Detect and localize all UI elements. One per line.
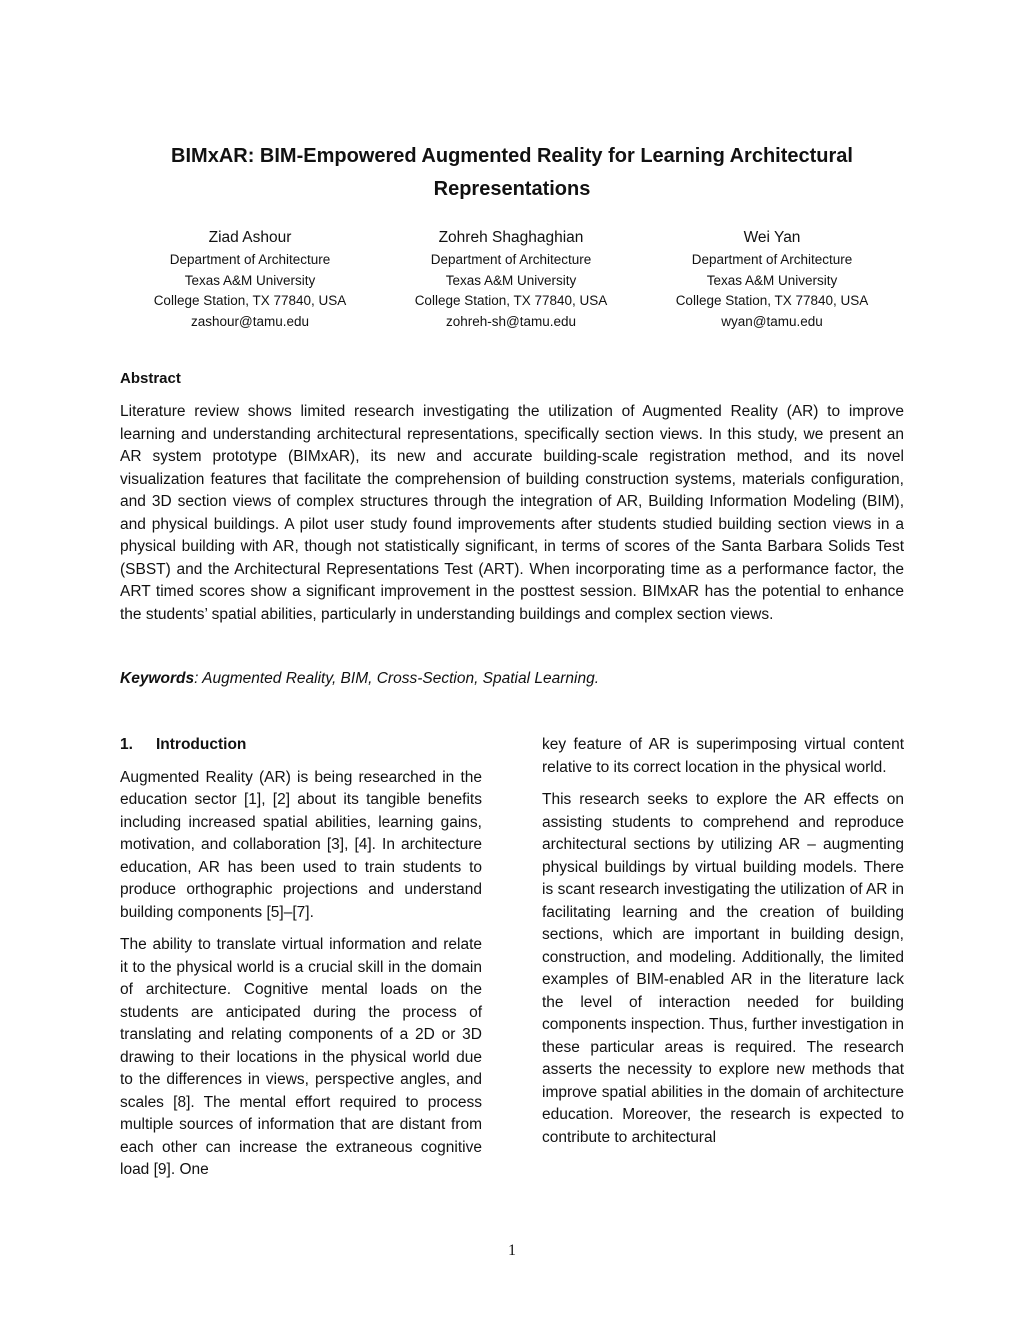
author-university: Texas A&M University xyxy=(184,272,316,288)
author-email: zashour@tamu.edu xyxy=(190,313,310,329)
author-department: Department of Architecture xyxy=(169,252,331,267)
author-email: wyan@tamu.edu xyxy=(721,313,823,329)
author-name: Ziad Ashour xyxy=(208,229,292,246)
author-university: Texas A&M University xyxy=(445,272,577,288)
left-column xyxy=(120,734,482,1192)
right-column xyxy=(542,734,904,1159)
author-address: College Station, TX 77840, USA xyxy=(675,293,869,308)
paragraph: The ability to translate virtual information and relate it to the physical world is a crucial skill in the domain of architecture. Cognitive mental loads on the students are anticipated during the process of translating and relating components of a 2D or 3D drawing to their locations in the physical world due to the differences in views, perspective angles, and scales [8]. The mental effort required to process multiple sources of information that are distant from each other can increase the extraneous cognitive load [9]. One xyxy=(120,936,482,1178)
author-university: Texas A&M University xyxy=(706,272,838,288)
paragraph: Augmented Reality (AR) is being researched in the education sector [1], [2] about its tangible benefits including increased spatial abilities, learning gains, motivation, and collaboration [3], [4]. In architecture education, AR has been used to train students to produce orthographic projections and understand building components [5]–[7]. xyxy=(120,768,482,921)
author-name: Wei Yan xyxy=(743,229,801,246)
paragraph: This research seeks to explore the AR effects on assisting students to comprehend and reproduce architectural sections by utilizing AR – augmenting physical buildings by virtual building models. There is scant research investigating the utilization of AR in facilitating learning and the creation of building sections, which are important in building design, construction, and modeling. Additionally, the limited examples of BIM-enabled AR in the literature lack the level of interaction needed for building components inspection. Thus, further investigation in these particular areas is required. The research asserts the necessity to explore new methods that improve spatial abilities in the domain of architecture education. Moreover, the research is expected to contribute to architectural xyxy=(542,791,904,1146)
author-department: Department of Architecture xyxy=(691,252,853,267)
author-block xyxy=(381,226,641,332)
author-block xyxy=(120,226,380,332)
abstract-heading: Abstract xyxy=(120,370,181,387)
author-address: College Station, TX 77840, USA xyxy=(414,293,608,308)
paragraph: key feature of AR is superimposing virtual content relative to its correct location in the physical world. xyxy=(542,736,904,776)
author-email: zohreh-sh@tamu.edu xyxy=(445,313,577,329)
page-number: 1 xyxy=(508,1242,516,1259)
author-name: Zohreh Shaghaghian xyxy=(438,229,584,246)
keywords-line xyxy=(120,668,904,691)
author-department: Department of Architecture xyxy=(430,252,592,267)
paper-title: BIMxAR: BIM-Empowered Augmented Reality for Learning Architectural Representations xyxy=(171,145,853,200)
keywords-text: : Augmented Reality, BIM, Cross-Section, Spatial Learning. xyxy=(194,670,600,687)
keywords-label: Keywords xyxy=(120,670,195,687)
abstract-text: Literature review shows limited research investigating the utilization of Augmented Reality (AR) to improve learning and understanding architectural representations, specifically section views. In this study, we present an AR system prototype (BIMxAR), its new and accurate building-scale registration method, and its novel visualization features that facilitate the comprehension of building construction systems, materials configuration, and 3D section views of complex structures through the integration of AR, Building Information Modeling (BIM), and physical buildings. A pilot user study found improvements after students studied building section views in a physical building with AR, though not statistically significant, in terms of scores of the Santa Barbara Solids Test (SBST) and the Architectural Representations Test (ART). When incorporating time as a performance factor, the ART timed scores show a significant improvement in the posttest session. BIMxAR has the potential to enhance the students’ spatial abilities, particularly in understanding buildings and complex section views. xyxy=(120,403,904,623)
author-address: College Station, TX 77840, USA xyxy=(153,293,347,308)
author-block xyxy=(642,226,902,332)
section-heading xyxy=(120,734,482,757)
section-title: Introduction xyxy=(156,736,247,753)
section-number: 1. xyxy=(120,736,133,753)
